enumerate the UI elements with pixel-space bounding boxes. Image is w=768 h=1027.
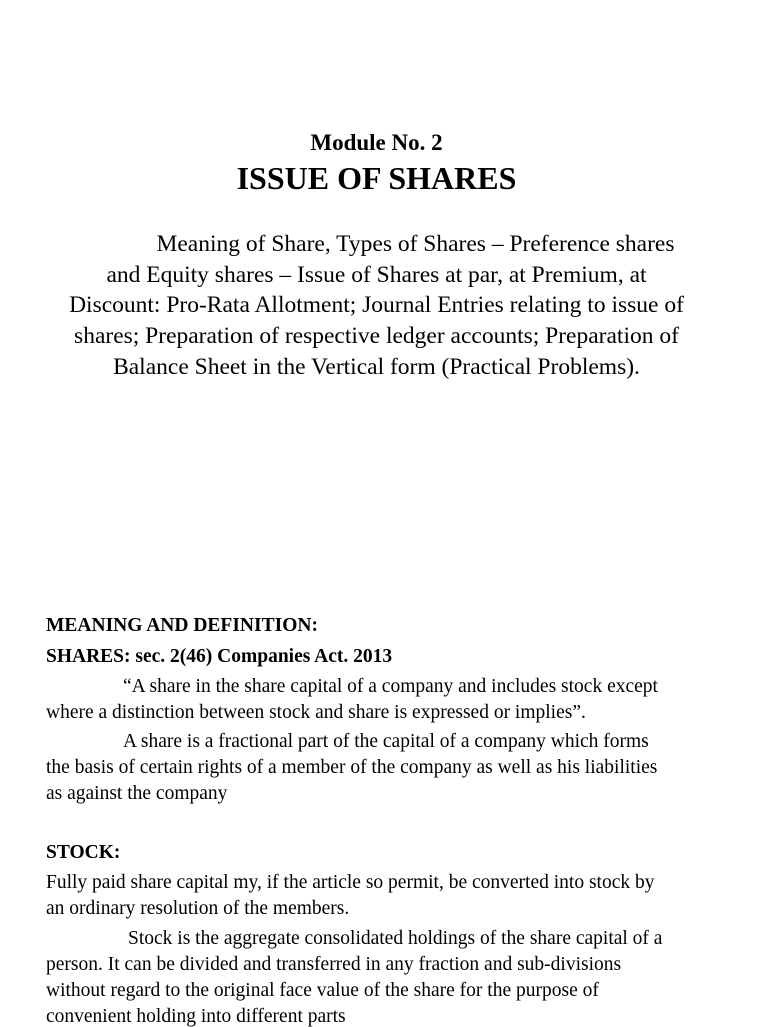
stock-paragraph-line: person. It can be divided and transferred in any fraction and sub-divisions (46, 954, 622, 975)
syllabus-line: Balance Sheet in the Vertical form (Practical Problems). (113, 354, 640, 380)
stock-paragraph-line: Stock is the aggregate consolidated holdings of the share capital of a (128, 928, 663, 949)
syllabus-line: shares; Preparation of respective ledger accounts; Preparation of (74, 323, 679, 349)
syllabus-line: Meaning of Share, Types of Shares – Preference shares (156, 231, 675, 257)
meaning-heading: MEANING AND DEFINITION: (46, 615, 318, 636)
stock-paragraph-line: an ordinary resolution of the members. (46, 898, 350, 919)
syllabus-line: and Equity shares – Issue of Shares at par, at Premium, at (106, 262, 647, 288)
definition-paragraph-line: as against the company (46, 783, 228, 804)
shares-subheading: SHARES: sec. 2(46) Companies Act. 2013 (46, 646, 393, 667)
stock-paragraph-line: Fully paid share capital my, if the article so permit, be converted into stock by (46, 872, 655, 893)
definition-paragraph-line: A share is a fractional part of the capital of a company which forms (123, 731, 649, 752)
stock-paragraph-line: convenient holding into different parts (46, 1006, 346, 1027)
stock-paragraph-line: without regard to the original face value of the share for the purpose of (46, 980, 599, 1001)
definition-quote-line: “A share in the share capital of a company and includes stock except (123, 676, 658, 697)
module-number: Module No. 2 (310, 130, 443, 155)
definition-quote-line: where a distinction between stock and share is expressed or implies”. (46, 702, 586, 723)
module-title: ISSUE OF SHARES (236, 160, 517, 196)
definition-paragraph-line: the basis of certain rights of a member of the company as well as his liabilities (46, 757, 658, 778)
syllabus-line: Discount: Pro-Rata Allotment; Journal Entries relating to issue of (69, 292, 684, 318)
stock-heading: STOCK: (46, 842, 121, 863)
